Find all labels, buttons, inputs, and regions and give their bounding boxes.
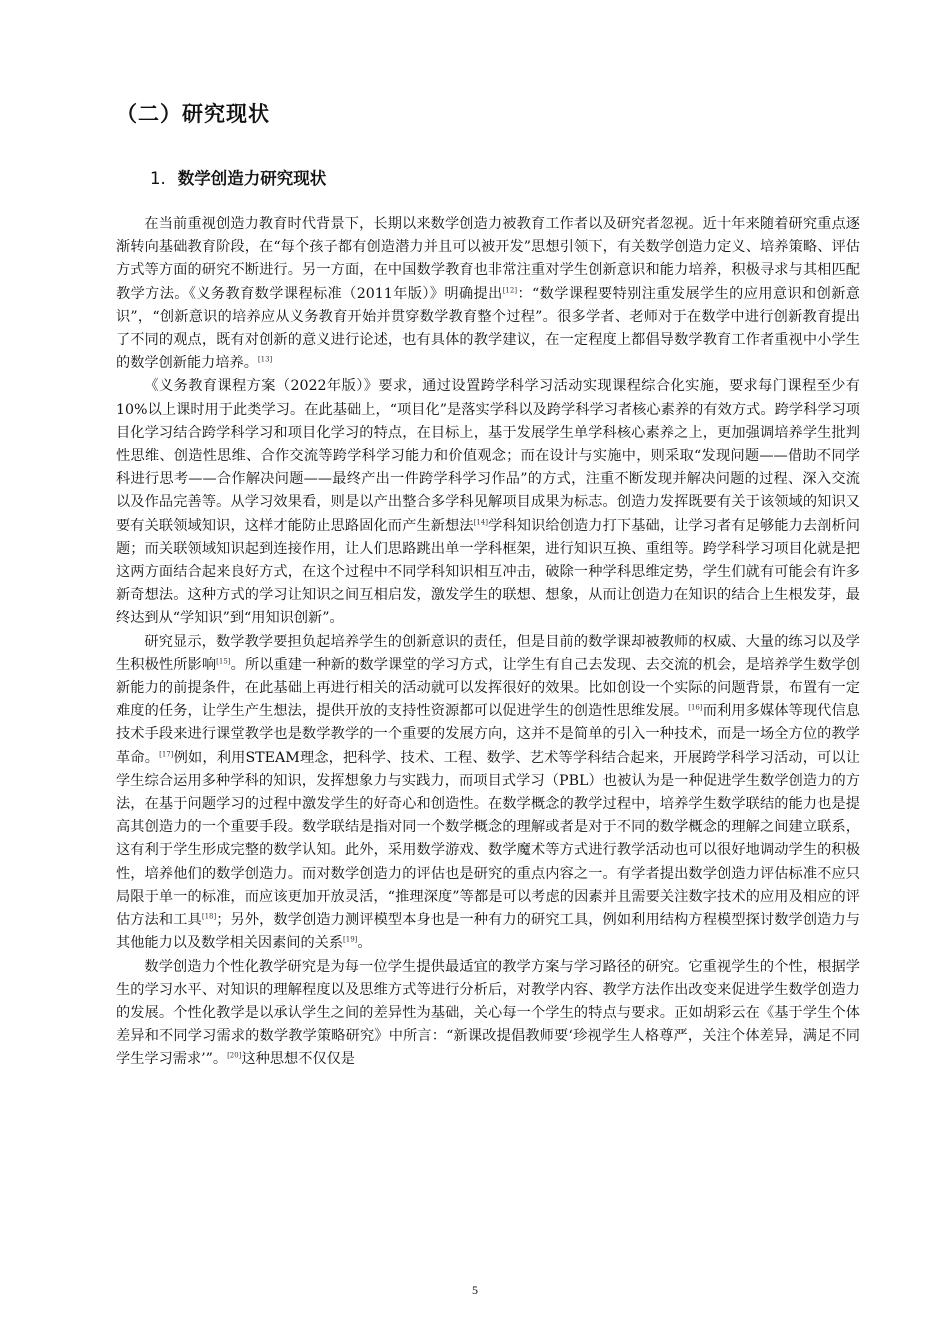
subsection-number: 1.: [150, 169, 166, 188]
paragraph: [116, 956, 860, 1072]
section-title: （二）研究现状: [116, 102, 270, 126]
text-run: 。: [357, 935, 372, 952]
text-run: 《义务教育课程方案（2022年版）》要求，通过设置跨学科学习活动实现课程综合化实施，要求每门课程至少有10%以上课时用于此类学习。在此基础上，“项目化”是落实学科以及跨学科学习者核心素养的有效方式。跨学科学习项目化学习结合跨学科学习和项目化学习的特点，在目标上，基于发展学生单学科核心素养之上，更加强调培养学生批判性思维、创造性思维、合作交流等跨学科学习能力和价值观念；而在设计与实施中，则采取“发现问题——借助不同学科进行思考——合作解决问题——最终产出一件跨学科学习作品”的方式，注重不断发现并解决问题的过程、深入交流以及作品完善等。从学习效果看，则是以产出整合多学科见解项目成果为标志。创造力发挥既要有关于该领域的知识又要有关联领域知识，这样才能防止思路固化而产生新想法: [116, 378, 860, 534]
page-number: 5: [472, 1283, 478, 1297]
text-run: 这种思想不仅仅是: [241, 1051, 355, 1068]
citation-ref: [16]: [688, 703, 703, 712]
paragraph: [116, 375, 860, 630]
body-text: [116, 213, 860, 1072]
text-run: ；另外，数学创造力测评模型本身也是一种有力的研究工具，例如利用结构方程模型探讨数学创造力与其他能力以及数学相关因素间的关系: [116, 912, 860, 952]
citation-ref: [12]: [502, 285, 518, 294]
citation-ref: [17]: [159, 749, 174, 758]
citation-ref: [15]: [216, 657, 231, 666]
text-run: ：“数学课程要特别注重发展学生的应用意识和创新意识”，“创新意识的培养应从义务教育开始并贯穿数学教育整个过程”。很多学者、老师对于在数学中进行创新教育提出了不同的观点，既有对创新的意义进行论述，也有具体的教学建议，在一定程度上都倡导数学教育工作者重视中小学生的数学创新能力培养。: [116, 285, 860, 372]
citation-ref: [14]: [473, 517, 489, 526]
text-run: 研究显示，数学教学要担负起培养学生的创新意识的责任，但是目前的数学课却被教师的权威、大量的练习以及学生积极性所影响: [116, 633, 860, 673]
text-run: 数学创造力个性化教学研究是为每一位学生提供最适宜的教学方案与学习路径的研究。它重视学生的个性，根据学生的学习水平、对知识的理解程度以及思维方式等进行分析后，对教学内容、教学方法作出改变来促进学生数学创造力的发展。个性化教学是以承认学生之间的差异性为基础，关心每一个学生的特点与要求。正如胡彩云在《基于学生个体差异和不同学习需求的数学教学策略研究》中所言：“新课改提倡教师要‘珍视学生人格尊严，关注个体差异，满足不同学生学习需求’”。: [116, 958, 860, 1068]
paragraph: [116, 631, 860, 956]
citation-ref: [18]: [201, 912, 217, 921]
citation-ref: [13]: [257, 355, 273, 364]
subsection-title: 数学创造力研究现状: [177, 169, 327, 188]
text-run: 学科知识给创造力打下基础，让学习者有足够能力去剖析问题；而关联领域知识起到连接作用，让人们思路跳出单一学科框架，进行知识互换、重组等。跨学科学习项目化就是把这两方面结合起来良好方式，在这个过程中不同学科知识相互冲击，破除一种学科思维定势，学生们就有可能会有许多新奇想法。这种方式的学习让知识之间互相启发，激发学生的联想、想象，从而让创造力在知识的结合上生根发芽，最终达到从“学知识”到“用知识创新”。: [116, 517, 860, 627]
paragraph: [116, 213, 860, 375]
text-run: 在当前重视创造力教育时代背景下，长期以来数学创造力被教育工作者以及研究者忽视。近十年来随着研究重点逐渐转向基础教育阶段，在“每个孩子都有创造潜力并且可以被开发”思想引领下，有关数学创造力定义、培养策略、评估方式等方面的研究不断进行。另一方面，在中国数学教育也非常注重对学生创新意识和能力培养，积极寻求与其相匹配教学方法。《义务教育数学课程标准（2011年版）》明确提出: [116, 216, 860, 302]
citation-ref: [19]: [343, 935, 358, 944]
citation-ref: [20]: [227, 1051, 242, 1060]
text-run: 。所以重建一种新的数学课堂的学习方式，让学生有自己去发现、去交流的机会，是培养学生数学创新能力的前提条件，在此基础上再进行相关的活动就可以发挥很好的效果。比如创设一个实际的问题背景，布置有一定难度的任务，让学生产生想法，提供开放的支持性资源都可以促进学生的创造性思维发展。: [116, 656, 860, 720]
text-run: 而利用多媒体等现代信息技术手段来进行课堂教学也是数学教学的一个重要的发展方向，这并不是简单的引入一种技术，而是一场全方位的教学革命。: [116, 703, 860, 766]
subsection-heading: [150, 165, 326, 189]
text-run: 例如，利用STEAM理念，把科学、技术、工程、数学、艺术等学科结合起来，开展跨学科学习活动，可以让学生综合运用多种学科的知识，发挥想象力与实践力，而项目式学习（PBL）也被认为是一种促进学生数学创造力的方法，在基于问题学习的过程中激发学生的好奇心和创造性。在数学概念的教学过程中，培养学生数学联结的能力也是提高其创造力的一个重要手段。数学联结是指对同一个数学概念的理解或者是对于不同的数学概念的理解之间建立联系，这有利于学生形成完整的数学认知。此外，采用数学游戏、数学魔术等方式进行教学活动也可以很好地调动学生的积极性，培养他们的数学创造力。而对数学创造力的评估也是研究的重点内容之一。有学者提出数学创造力评估标准不应只局限于单一的标准，而应该更加开放灵活，“推理深度”等都是可以考虑的因素并且需要关注数字技术的应用及相应的评估方法和工具: [116, 749, 860, 929]
